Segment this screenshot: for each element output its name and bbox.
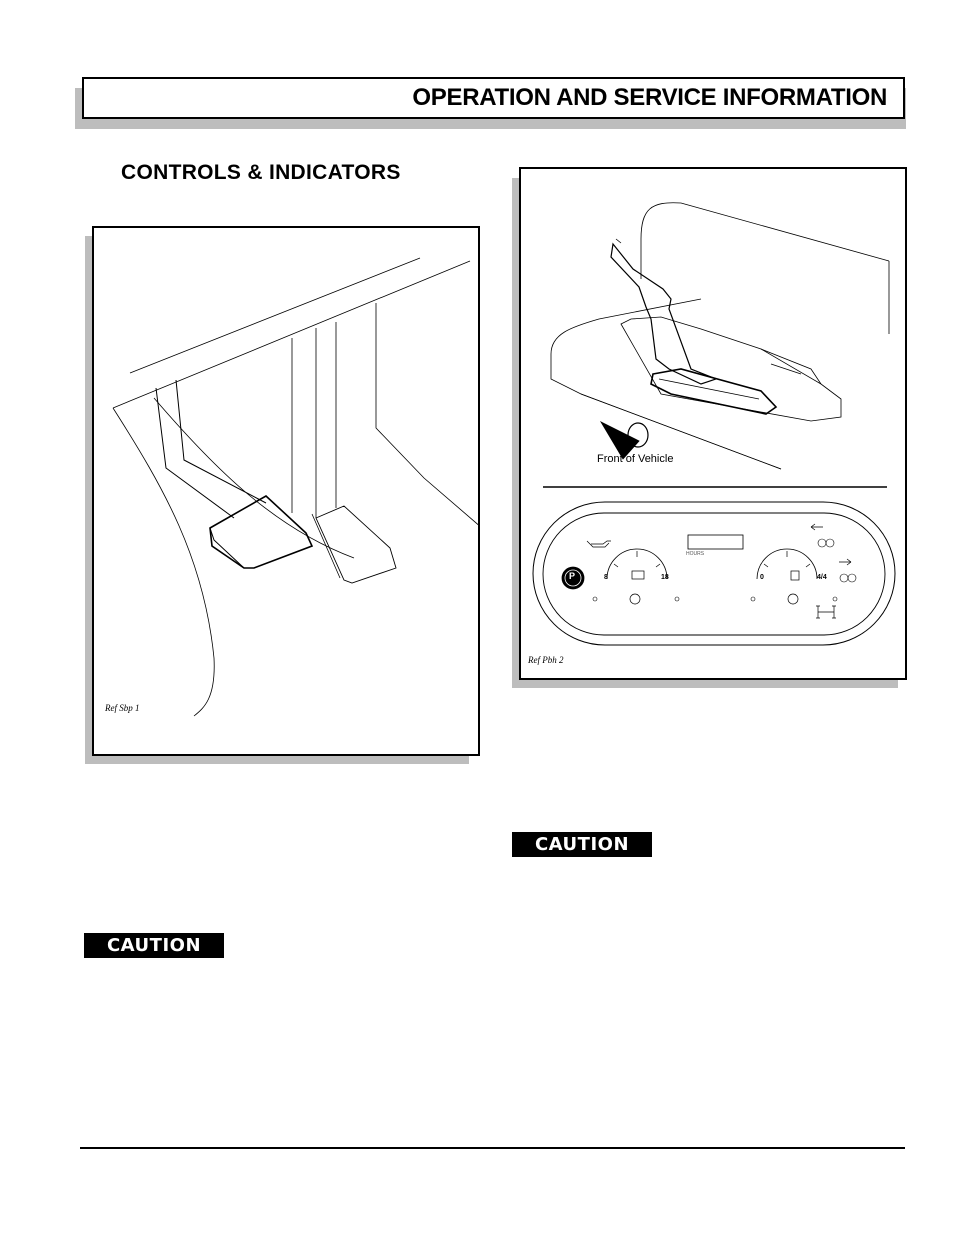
figure-pedals (92, 226, 480, 756)
section-title: CONTROLS & INDICATORS (121, 161, 401, 184)
figure-parking-brake (519, 167, 907, 680)
front-of-vehicle-callout: Front of Vehicle (597, 453, 674, 465)
figure-ref-right: Ref Pbh 2 (528, 655, 564, 665)
hours-label: HOURS (686, 551, 705, 557)
battery-low-label: 8 (604, 574, 608, 581)
pedals-illustration (94, 228, 480, 756)
caution-label-left: CAUTION (84, 933, 224, 958)
fuel-high-label: 4/4 (817, 574, 827, 581)
figure-ref-left: Ref Sbp 1 (105, 703, 140, 713)
parking-brake-illustration (521, 169, 907, 680)
fuel-low-label: 0 (760, 574, 764, 581)
footer-rule (80, 1147, 905, 1149)
header-bar (82, 77, 905, 119)
page-title: OPERATION AND SERVICE INFORMATION (412, 84, 887, 111)
caution-label-right: CAUTION (512, 832, 652, 857)
battery-high-label: 18 (661, 574, 669, 581)
park-brake-indicator: P (569, 571, 576, 581)
